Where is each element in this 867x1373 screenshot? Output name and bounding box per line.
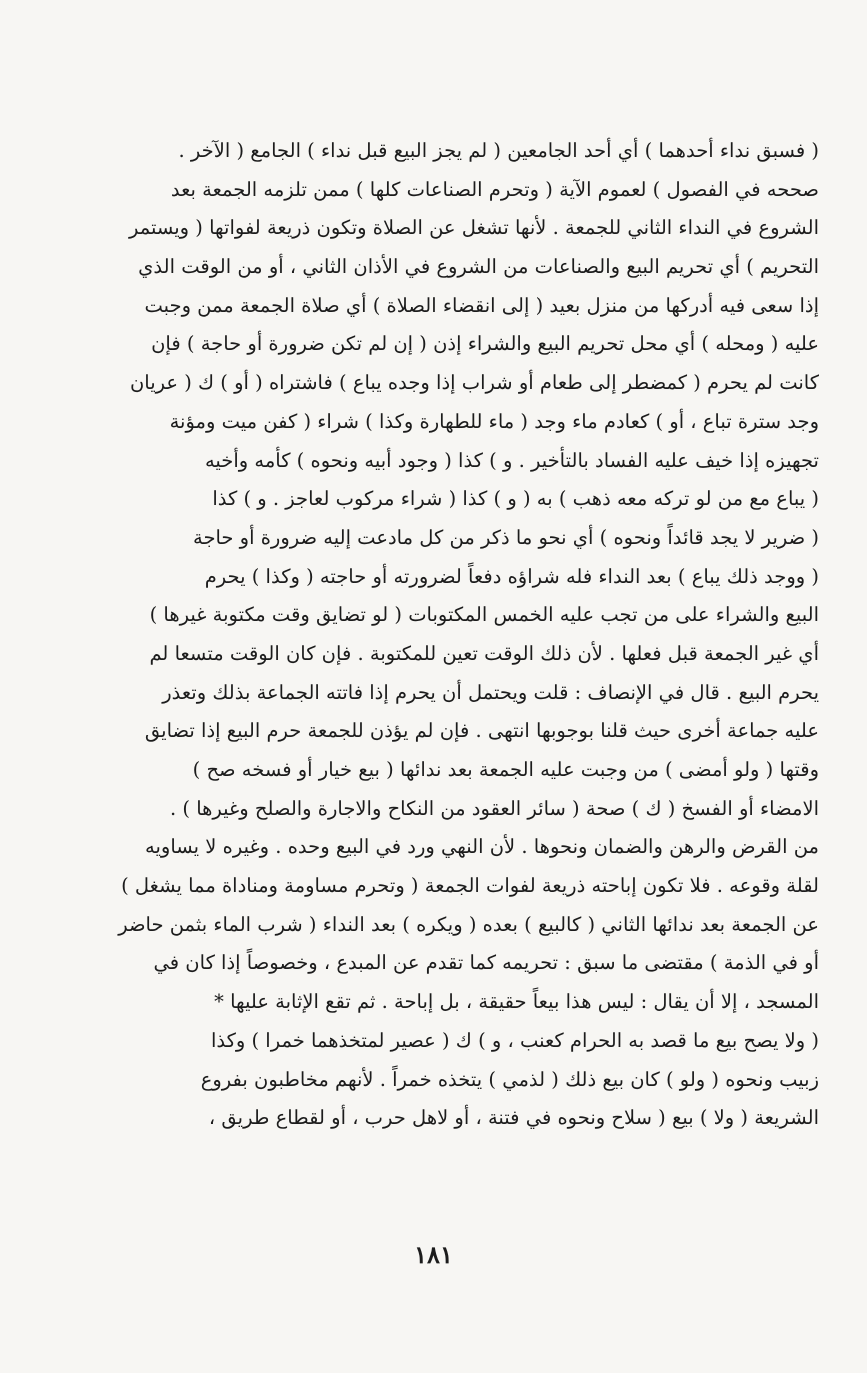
text-line-19: من القرض والرهن والضمان ونحوها . لأن النهي ورد في البيع وحده . وغيره لا يساويه xyxy=(145,835,819,859)
text-line-20: لقلة وقوعه . فلا تكون إباحته ذريعة لفوات الجمعة ( وتحرم مساومة ومناداة مما يشغل ) xyxy=(121,874,819,898)
text-line-8: وجد سترة تباع ، أو ) كعادم ماء وجد ( ماء للطهارة وكذا ) شراء ( كفن ميت ومؤنة xyxy=(169,409,819,433)
text-line-6: عليه ( ومحله ) أي محل تحريم البيع والشراء إذن ( إن لم تكن ضرورة أو حاجة ) فإن xyxy=(151,332,819,356)
text-line-10: ( يباع مع من لو تركه معه ذهب ) به ( و ) كذا ( شراء مركوب لعاجز . و ) كذا xyxy=(212,487,819,511)
text-line-21: عن الجمعة بعد ندائها الثاني ( كالبيع ) بعده ( ويكره ) بعد النداء ( شرب الماء بثمن حاضر xyxy=(118,912,819,936)
text-line-1: ( فسبق نداء أحدهما ) أي أحد الجامعين ( لم يجز البيع قبل نداء ) الجامع ( الآخر . xyxy=(178,139,819,162)
text-line-22: أو في الذمة ) مقتضى ما سبق : تحريمه كما تقدم عن المبدع ، وخصوصاً إذا كان في xyxy=(153,951,819,975)
text-line-7: كانت لم يحرم ( كمضطر إلى طعام أو شراب إذا وجده يباع ) فاشتراه ( أو ) ك ( عريان xyxy=(129,371,819,395)
text-line-18: الامضاء أو الفسخ ( ك ) صحة ( سائر العقود من النكاح والاجارة والصلح وغيرها ) . xyxy=(169,796,819,820)
text-line-16: عليه جماعة أخرى حيث قلنا بوجوبها انتهى . فإن لم يؤذن للجمعة حرم البيع إذا تضايق xyxy=(144,719,819,743)
text-line-4: التحريم ) أي تحريم البيع والصناعات من الشروع في الأذان الثاني ، أو من الوقت الذي xyxy=(138,255,819,279)
text-line-9: تجهيزه إذا خيف عليه الفساد بالتأخير . و ) كذا ( وجود أبيه ونحوه ) كأمه وأخيه xyxy=(204,448,819,472)
text-line-3: الشروع في النداء الثاني للجمعة . لأنها تشغل عن الصلاة وتكون ذريعة لفواتها ( ويستمر xyxy=(128,216,819,240)
text-line-13: البيع والشراء على من تجب عليه الخمس المكتوبات ( لو تضايق وقت مكتوبة غيرها ) xyxy=(149,603,819,627)
page-number: ١٨١ xyxy=(414,1240,453,1269)
text-line-15: يحرم البيع . قال في الإنصاف : قلت ويحتمل أن يحرم إذا فاتته الجماعة بذلك وتعذر xyxy=(162,680,819,704)
text-line-5: إذا سعى فيه أدركها من منزل بعيد ( إلى انقضاء الصلاة ) أي صلاة الجمعة ممن وجبت xyxy=(144,293,819,317)
body-text xyxy=(68,132,819,1138)
text-line-14: أي غير الجمعة قبل فعلها . لأن ذلك الوقت تعين للمكتوبة . فإن كان الوقت متسعا لم xyxy=(149,641,819,665)
text-line-25: زبيب ونحوه ( ولو ) كان بيع ذلك ( لذمي ) يتخذه خمراً . لأنهم مخاطبون بفروع xyxy=(200,1067,819,1091)
text-line-2: صححه في الفصول ) لعموم الآية ( وتحرم الصناعات كلها ) ممن تلزمه الجمعة بعد xyxy=(170,177,819,201)
text-line-26: الشريعة ( ولا ) بيع ( سلاح ونحوه في فتنة ، أو لاهل حرب ، أو لقطاع طريق ، xyxy=(208,1106,819,1130)
text-line-17: وقتها ( ولو أمضى ) من وجبت عليه الجمعة بعد ندائها ( بيع خيار أو فسخه صح ) xyxy=(192,758,819,781)
text-line-23: المسجد ، إلا أن يقال : ليس هذا بيعاً حقيقة ، بل إباحة . ثم تقع الإثابة عليها * xyxy=(214,990,819,1014)
text-line-12: ( ووجد ذلك يباع ) بعد النداء فله شراؤه دفعاً لضرورته أو حاجته ( وكذا ) يحرم xyxy=(204,564,819,588)
text-line-24: ( ولا يصح بيع ما قصد به الحرام كعنب ، و ) ك ( عصير لمتخذهما خمرا ) وكذا xyxy=(210,1028,819,1052)
text-line-11: ( ضرير لا يجد قائداً ونحوه ) أي نحو ما ذكر من كل مادعت إليه ضرورة أو حاجة xyxy=(192,525,819,549)
